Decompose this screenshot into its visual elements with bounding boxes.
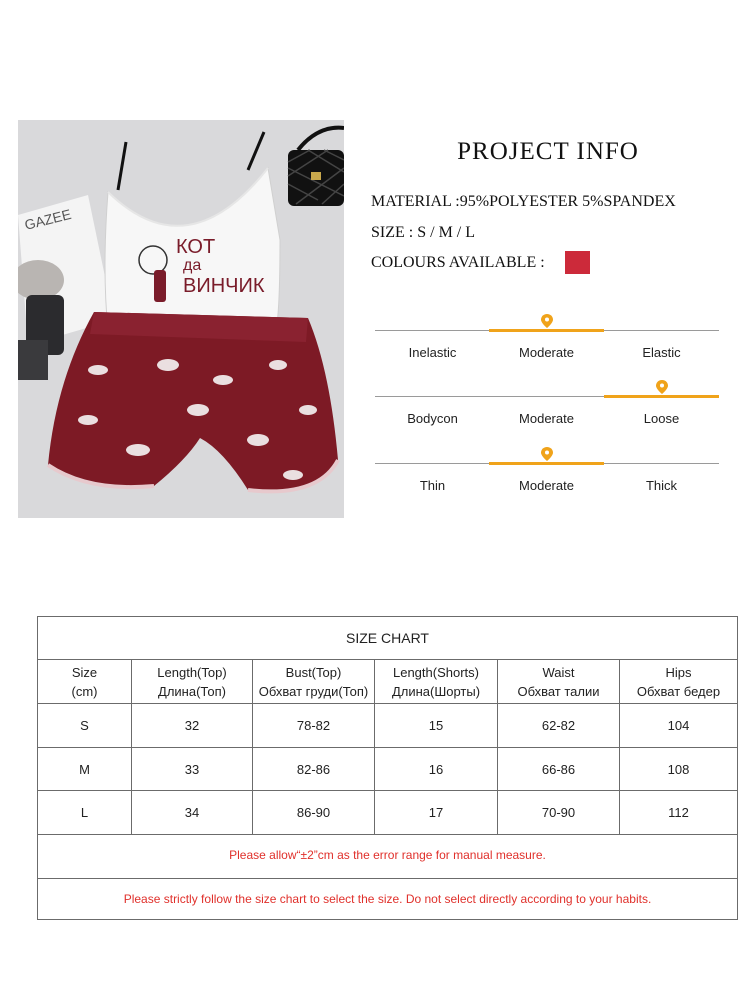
follow-chart-note: Please strictly follow the size chart to select the size. Do not select directly according to your habits. — [123, 892, 652, 906]
header-cell-en: Length(Top) — [157, 664, 227, 680]
header-cell-en: Waist — [542, 664, 575, 680]
elasticity-scale — [375, 310, 719, 370]
table-cell: M — [79, 761, 90, 777]
header-cell — [497, 660, 619, 703]
table-cell: 16 — [374, 748, 497, 790]
table-cell: 112 — [619, 791, 737, 834]
print-line2: да — [183, 257, 202, 274]
fit-scale — [375, 376, 719, 436]
print-line3: ВИНЧИК — [183, 275, 265, 297]
header-cell-en: Size — [71, 664, 98, 680]
book-text: GAZEE — [22, 205, 73, 233]
size-chart-table — [37, 616, 738, 920]
header-cell-ru: Обхват талии — [517, 683, 600, 699]
location-pin-icon — [541, 314, 553, 328]
table-row — [38, 748, 737, 791]
header-cell — [374, 660, 497, 703]
table-cell: 32 — [131, 704, 252, 747]
table-row — [38, 704, 737, 748]
location-pin-icon — [656, 380, 668, 394]
note-row-1 — [38, 835, 737, 879]
scale-selected-segment — [489, 329, 604, 332]
table-cell: 108 — [619, 748, 737, 790]
header-cell-en: Length(Shorts) — [392, 664, 479, 680]
scale-label-right: Loose — [643, 411, 680, 426]
table-header-row — [38, 660, 737, 704]
header-cell-en: Bust(Top) — [285, 664, 342, 680]
table-cell: 78-82 — [252, 704, 374, 747]
table-cell: S — [80, 718, 89, 733]
size-spec: SIZE : S / M / L — [371, 224, 476, 241]
note-row-2 — [38, 879, 737, 919]
table-cell: L — [80, 805, 89, 820]
header-cell — [252, 660, 374, 703]
scale-label-right: Elastic — [642, 345, 681, 360]
header-cell-en: Hips — [665, 664, 692, 680]
header-cell-ru: Длина(Топ) — [158, 683, 226, 699]
table-cell: 104 — [619, 704, 737, 747]
print-line1: КОТ — [176, 236, 216, 258]
header-cell-ru: Обхват бедер — [636, 683, 721, 699]
header-cell — [38, 660, 131, 703]
scale-selected-segment — [489, 462, 604, 465]
error-range-note: Please allow“±2”cm as the error range for manual measure. — [229, 848, 546, 862]
scale-label-middle: Moderate — [519, 478, 574, 493]
scale-label-left: Inelastic — [408, 345, 457, 360]
table-cell: 70-90 — [497, 791, 619, 834]
size-chart-title: SIZE CHART — [38, 617, 737, 660]
table-row — [38, 791, 737, 835]
header-cell-ru: Длина(Шорты) — [391, 683, 481, 699]
material-spec: MATERIAL :95%POLYESTER 5%SPANDEX — [371, 193, 676, 210]
header-cell — [619, 660, 737, 703]
table-cell: 34 — [131, 791, 252, 834]
location-pin-icon — [541, 447, 553, 461]
scale-selected-segment — [604, 395, 719, 398]
scale-label-right: Thick — [645, 478, 678, 493]
thickness-scale — [375, 443, 719, 503]
project-info-title: PROJECT INFO — [457, 138, 639, 165]
scale-label-middle: Moderate — [519, 345, 574, 360]
header-cell-ru: (cm) — [71, 683, 98, 699]
product-photo — [18, 120, 344, 518]
table-cell: 33 — [131, 748, 252, 790]
header-cell-ru: Обхват груди(Топ) — [258, 683, 369, 699]
header-cell — [131, 660, 252, 703]
table-cell: 15 — [374, 704, 497, 747]
scale-label-left: Thin — [419, 478, 446, 493]
table-cell: 62-82 — [497, 704, 619, 747]
colour-swatch-red — [565, 251, 590, 274]
scale-label-left: Bodycon — [407, 411, 458, 426]
scale-label-middle: Moderate — [519, 411, 574, 426]
table-cell: 66-86 — [497, 748, 619, 790]
table-cell: 86-90 — [252, 791, 374, 834]
table-cell: 82-86 — [252, 748, 374, 790]
table-cell: 17 — [374, 791, 497, 834]
colours-spec: COLOURS AVAILABLE : — [371, 254, 545, 271]
